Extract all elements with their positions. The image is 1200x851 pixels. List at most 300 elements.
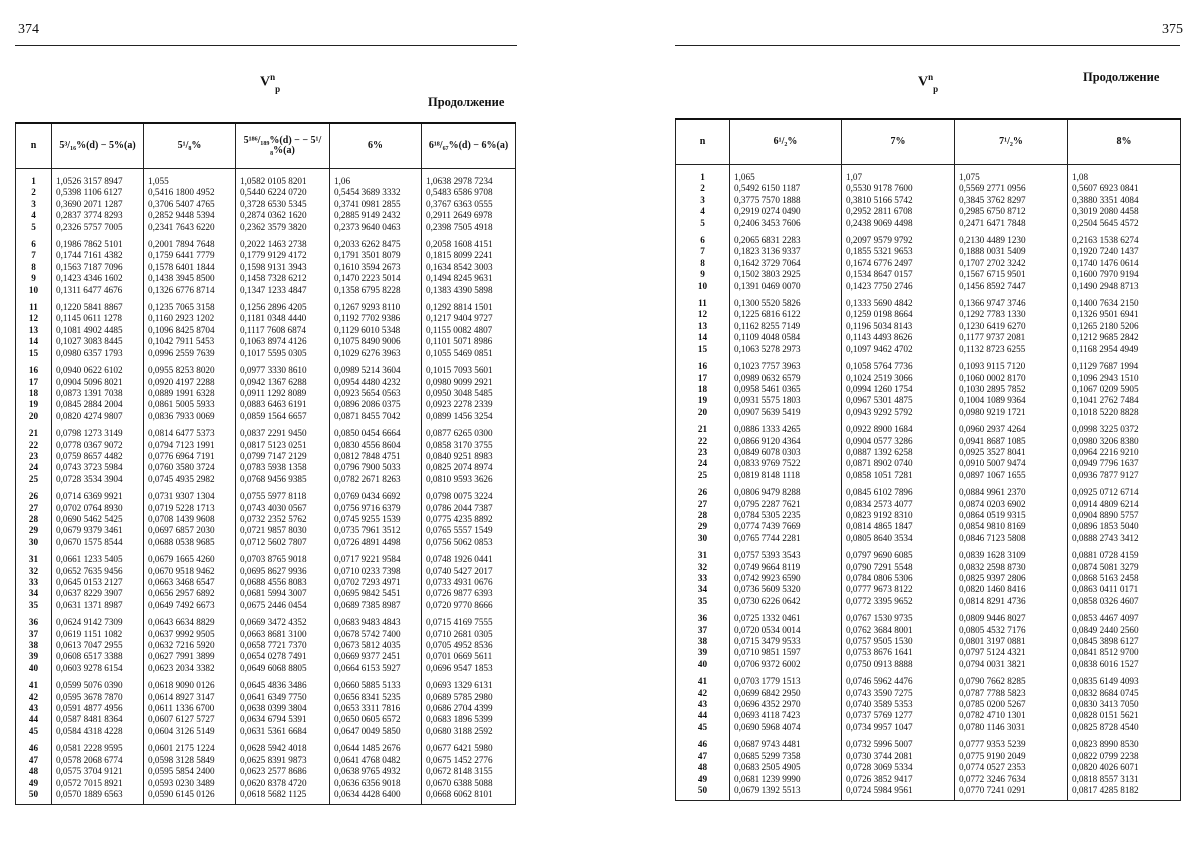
- period-cell: 39: [28, 651, 39, 662]
- value-cell: 0,2852 9448 5394: [144, 210, 236, 221]
- value-cell: 0,0688 4556 8083: [236, 577, 330, 588]
- value-cell: 0,1129 6010 5348: [330, 325, 422, 336]
- value-cell: 0,0910 5007 9474: [955, 458, 1068, 469]
- table-row: [676, 533, 1181, 544]
- value-cell: 0,0645 4836 3486: [236, 680, 330, 691]
- table-row: [676, 183, 1181, 194]
- period-cell: 25: [28, 473, 39, 484]
- value-cell: 0,2885 9149 2432: [330, 210, 422, 221]
- table-row: [676, 676, 1181, 687]
- table-row: [676, 573, 1181, 584]
- value-cell: 0,1192 7702 9386: [330, 313, 422, 324]
- value-cell: 0,0787 7788 5823: [955, 688, 1068, 699]
- table-row: [16, 525, 516, 536]
- value-cell: 0,0904 0577 3286: [842, 436, 955, 447]
- table-row: [16, 588, 516, 599]
- value-cell: 0,0820 4026 6071: [1068, 762, 1181, 773]
- period-cell: 14: [697, 332, 708, 343]
- value-cell: 0,0861 5005 5933: [144, 399, 236, 410]
- value-cell: 0,0777 9673 8122: [842, 584, 955, 595]
- value-cell: 0,0656 8341 5235: [330, 692, 422, 703]
- table-row: [676, 258, 1181, 269]
- value-cell: 1,065: [730, 172, 842, 183]
- value-cell: 0,0830 3413 7050: [1068, 699, 1181, 710]
- value-cell: 0,0637 8229 3907: [52, 588, 144, 599]
- value-cell: 0,0899 1456 3254: [422, 411, 516, 422]
- value-cell: 0,0925 3527 8041: [955, 447, 1068, 458]
- value-cell: 0,0833 9769 7522: [730, 458, 842, 469]
- value-cell: 0,2001 7894 7648: [144, 239, 236, 250]
- value-cell: 0,0980 6357 1793: [52, 348, 144, 359]
- page-number: 375: [1162, 22, 1183, 37]
- value-cell: 0,1311 6477 4676: [52, 285, 144, 296]
- value-cell: 0,1096 2943 1510: [1068, 373, 1181, 384]
- value-cell: 0,0819 8148 1118: [730, 470, 842, 481]
- period-cell: 32: [697, 561, 708, 572]
- value-cell: 0,0702 0764 8930: [52, 503, 144, 514]
- value-cell: 0,0680 3188 2592: [422, 726, 516, 737]
- value-cell: 0,0689 7385 8987: [330, 600, 422, 611]
- value-cell: 0,0584 4318 4228: [52, 726, 144, 737]
- value-cell: 0,0768 9456 9385: [236, 474, 330, 485]
- value-cell: 0,0920 4197 2288: [144, 377, 236, 388]
- period-cell: 47: [697, 750, 708, 761]
- value-cell: 0,3706 5407 4765: [144, 199, 236, 210]
- group-spacer: [676, 796, 1181, 801]
- table-row: [16, 640, 516, 651]
- value-cell: 0,0757 5393 3543: [730, 550, 842, 561]
- value-cell: 0,1212 9685 2842: [1068, 332, 1181, 343]
- period-cell: 31: [697, 550, 708, 561]
- value-cell: 0,1456 8592 7447: [955, 281, 1068, 292]
- value-cell: 0,0877 6265 0300: [422, 428, 516, 439]
- value-cell: 0,0693 1329 6131: [422, 680, 516, 691]
- value-cell: 0,2163 1538 6274: [1068, 235, 1181, 246]
- value-cell: 0,2058 1608 4151: [422, 239, 516, 250]
- value-cell: 0,0748 1926 0441: [422, 554, 516, 565]
- period-cell: 15: [697, 343, 708, 354]
- spacer-cell: [842, 165, 955, 173]
- period-cell: 37: [697, 624, 708, 635]
- table-row: [676, 407, 1181, 418]
- value-cell: 0,1598 9131 3943: [236, 262, 330, 273]
- value-cell: 0,0702 7293 4971: [330, 577, 422, 588]
- value-cell: 0,1674 6776 2497: [842, 258, 955, 269]
- value-cell: 0,0656 2957 6892: [144, 588, 236, 599]
- spacer-cell: [52, 169, 144, 177]
- value-cell: 0,1383 4390 5898: [422, 285, 516, 296]
- table-row: [16, 399, 516, 410]
- value-cell: 0,0756 5062 0853: [422, 537, 516, 548]
- period-cell: 21: [28, 428, 39, 439]
- table-row: [16, 187, 516, 198]
- value-cell: 0,1041 2762 7484: [1068, 395, 1181, 406]
- value-cell: 0,1502 3803 2925: [730, 269, 842, 280]
- value-cell: 0,2097 9579 9792: [842, 235, 955, 246]
- table-row: [676, 447, 1181, 458]
- value-cell: 0,0699 6842 2950: [730, 688, 842, 699]
- value-cell: 0,0686 2704 4399: [422, 703, 516, 714]
- table-row: [16, 210, 516, 221]
- value-cell: 0,0703 1779 1513: [730, 676, 842, 687]
- period-cell: 27: [28, 502, 39, 513]
- value-cell: 0,1326 6776 8714: [144, 285, 236, 296]
- value-cell: 0,0634 4428 6400: [330, 789, 422, 800]
- period-cell: 4: [31, 210, 36, 221]
- header-rule: [675, 45, 1180, 46]
- value-cell: 0,0681 5994 3007: [236, 588, 330, 599]
- period-cell: 21: [697, 424, 708, 435]
- value-cell: 0,2911 2649 6978: [422, 210, 516, 221]
- value-cell: 0,1578 6401 1844: [144, 262, 236, 273]
- value-cell: 0,0672 8148 3155: [422, 766, 516, 777]
- value-cell: 0,0663 3468 6547: [144, 577, 236, 588]
- value-cell: 0,1855 5321 9653: [842, 246, 955, 257]
- value-cell: 0,0669 3472 4352: [236, 617, 330, 628]
- period-cell: 40: [697, 658, 708, 669]
- value-cell: 0,1004 1089 9364: [955, 395, 1068, 406]
- value-cell: 0,0941 8687 1085: [955, 436, 1068, 447]
- value-cell: 0,0797 9690 6085: [842, 550, 955, 561]
- period-cell: 49: [697, 773, 708, 784]
- period-cell: 49: [28, 777, 39, 788]
- table-row: [676, 172, 1181, 183]
- value-cell: 0,2504 5645 4572: [1068, 218, 1181, 229]
- value-cell: 0,2438 9069 4498: [842, 218, 955, 229]
- value-cell: 0,0652 7635 9456: [52, 566, 144, 577]
- value-cell: 0,0845 6102 7896: [842, 487, 955, 498]
- value-cell: 0,1235 7065 3158: [144, 302, 236, 313]
- value-cell: 0,2033 6262 8475: [330, 239, 422, 250]
- table-row: [16, 755, 516, 766]
- value-cell: 0,0668 6062 8101: [422, 789, 516, 800]
- value-cell: 0,0774 0527 2353: [955, 762, 1068, 773]
- value-cell: 0,0628 5942 4018: [236, 743, 330, 754]
- table-row: [16, 789, 516, 800]
- table-row: [16, 462, 516, 473]
- value-cell: 0,0820 1460 8416: [955, 584, 1068, 595]
- spacer-cell: [955, 165, 1068, 173]
- table-row: [16, 348, 516, 359]
- value-cell: 0,0731 9307 1304: [144, 491, 236, 502]
- value-cell: 0,0735 7961 3512: [330, 525, 422, 536]
- value-cell: 0,0818 8557 3131: [1068, 774, 1181, 785]
- period-cell: 16: [28, 365, 39, 376]
- value-cell: 1,06: [330, 176, 422, 187]
- value-cell: 0,0675 2446 0454: [236, 600, 330, 611]
- value-cell: 0,0728 3069 5334: [842, 762, 955, 773]
- value-cell: 0,0653 3311 7816: [330, 703, 422, 714]
- value-cell: 0,0863 0411 0171: [1068, 584, 1181, 595]
- value-cell: 0,0776 6964 7191: [144, 451, 236, 462]
- value-cell: 1,07: [842, 172, 955, 183]
- value-cell: 0,0706 9372 6002: [730, 659, 842, 670]
- value-cell: 0,0822 0799 2238: [1068, 751, 1181, 762]
- value-cell: 0,0756 9716 6379: [330, 503, 422, 514]
- value-cell: 0,0712 5602 7807: [236, 537, 330, 548]
- value-cell: 0,0887 1392 6258: [842, 447, 955, 458]
- value-cell: 0,0798 1273 3149: [52, 428, 144, 439]
- value-cell: 0,0871 8902 0740: [842, 458, 955, 469]
- value-cell: 0,5492 6150 1187: [730, 183, 842, 194]
- value-cell: 0,0708 1439 9608: [144, 514, 236, 525]
- value-cell: 0,0591 4877 4956: [52, 703, 144, 714]
- table-row: [676, 613, 1181, 624]
- value-cell: 0,0743 4030 0567: [236, 503, 330, 514]
- value-cell: 0,1986 7862 5101: [52, 239, 144, 250]
- spacer-cell: [730, 796, 842, 801]
- period-cell: 46: [28, 743, 39, 754]
- value-cell: 0,0904 5096 8021: [52, 377, 144, 388]
- value-cell: 0,0604 3126 5149: [144, 726, 236, 737]
- value-cell: 0,0841 8512 9700: [1068, 647, 1181, 658]
- value-cell: 0,1097 9462 4702: [842, 344, 955, 355]
- value-cell: 0,0814 6477 5373: [144, 428, 236, 439]
- table-row: [16, 554, 516, 565]
- value-cell: 0,0780 1146 3031: [955, 722, 1068, 733]
- value-cell: 0,0679 1665 4260: [144, 554, 236, 565]
- value-cell: 0,0670 9518 9462: [144, 566, 236, 577]
- value-cell: 0,0733 4931 0676: [422, 577, 516, 588]
- value-cell: 0,2130 4489 1230: [955, 235, 1068, 246]
- table-row: [676, 458, 1181, 469]
- value-cell: 0,0749 9664 8119: [730, 562, 842, 573]
- value-cell: 0,1029 6276 3963: [330, 348, 422, 359]
- value-cell: 0,1791 3501 8079: [330, 250, 422, 261]
- table-row: [16, 285, 516, 296]
- value-cell: 0,5416 1800 4952: [144, 187, 236, 198]
- value-cell: 0,1063 5278 2973: [730, 344, 842, 355]
- value-cell: 0,2471 6471 7848: [955, 218, 1068, 229]
- group-spacer: [676, 165, 1181, 173]
- spacer-cell: [842, 796, 955, 801]
- value-cell: 0,1155 0082 4807: [422, 325, 516, 336]
- value-cell: 0,0740 3589 5353: [842, 699, 955, 710]
- value-cell: 0,1610 3594 2673: [330, 262, 422, 273]
- value-cell: 0,0603 9278 6154: [52, 663, 144, 674]
- value-cell: 0,0840 9251 8983: [422, 451, 516, 462]
- value-cell: 0,3741 0981 2855: [330, 199, 422, 210]
- period-cell: 42: [28, 691, 39, 702]
- value-cell: 0,0690 5968 4074: [730, 722, 842, 733]
- table-row: [16, 365, 516, 376]
- value-cell: 0,0782 4710 1301: [955, 710, 1068, 721]
- value-cell: 0,0638 9765 4932: [330, 766, 422, 777]
- value-cell: 0,1358 6795 8228: [330, 285, 422, 296]
- period-cell: 6: [700, 235, 705, 246]
- value-cell: 0,0834 2573 4077: [842, 499, 955, 510]
- value-cell: 0,1815 8099 2241: [422, 250, 516, 261]
- value-cell: 0,0681 1239 9990: [730, 774, 842, 785]
- table-row: [16, 250, 516, 261]
- period-cell: 24: [697, 458, 708, 469]
- table-row: [16, 743, 516, 754]
- value-cell: 0,0679 9379 3461: [52, 525, 144, 536]
- spacer-cell: [144, 800, 236, 805]
- period-cell: 8: [31, 261, 36, 272]
- value-cell: 0,0888 2743 3412: [1068, 533, 1181, 544]
- value-cell: 0,0724 5984 9561: [842, 785, 955, 796]
- value-cell: 1,08: [1068, 172, 1181, 183]
- value-cell: 0,0977 3330 8610: [236, 365, 330, 376]
- value-cell: 0,0715 3479 9533: [730, 636, 842, 647]
- table-row: [16, 451, 516, 462]
- period-cell: 1: [31, 176, 36, 186]
- period-cell: 19: [28, 399, 39, 410]
- value-cell: 0,0623 2034 3382: [144, 663, 236, 674]
- value-cell: 0,1292 7783 1330: [955, 309, 1068, 320]
- value-cell: 0,0782 2671 8263: [330, 474, 422, 485]
- continuation-label: Продолжение: [1083, 70, 1160, 84]
- table-row: [676, 688, 1181, 699]
- period-cell: 23: [697, 446, 708, 457]
- period-cell: 26: [28, 491, 39, 502]
- period-cell: 23: [28, 450, 39, 461]
- table-row: [676, 785, 1181, 796]
- value-cell: 0,0790 7291 5548: [842, 562, 955, 573]
- value-cell: 0,0669 9377 2451: [330, 651, 422, 662]
- value-cell: 0,1759 6441 7779: [144, 250, 236, 261]
- value-cell: 0,0765 7744 2281: [730, 533, 842, 544]
- column-header-rate: 5¹⁸⁶/₁₈₉%(d) − − 5¹/₈%(a): [236, 123, 330, 169]
- table-header-row: [16, 123, 516, 169]
- value-cell: 0,0858 3170 3755: [422, 440, 516, 451]
- period-cell: 48: [28, 766, 39, 777]
- table-row: [676, 195, 1181, 206]
- table-row: [16, 428, 516, 439]
- spacer-cell: [330, 800, 422, 805]
- table-row: [676, 206, 1181, 217]
- value-cell: 0,1096 8425 8704: [144, 325, 236, 336]
- period-cell: 17: [697, 372, 708, 383]
- value-cell: 0,0578 2068 6774: [52, 755, 144, 766]
- table-row: [16, 474, 516, 485]
- value-cell: 0,0794 0031 3821: [955, 659, 1068, 670]
- value-cell: 0,0714 6369 9921: [52, 491, 144, 502]
- table-row: [16, 714, 516, 725]
- period-cell: 22: [28, 439, 39, 450]
- value-cell: 0,0765 5557 1549: [422, 525, 516, 536]
- value-cell: 0,0683 9483 4843: [330, 617, 422, 628]
- value-cell: 0,1129 7687 1994: [1068, 361, 1181, 372]
- value-cell: 0,0660 5885 5133: [330, 680, 422, 691]
- table-row: [16, 703, 516, 714]
- table-row: [676, 659, 1181, 670]
- period-cell: 45: [28, 725, 39, 736]
- column-header-rate: 7¹/₂%: [955, 119, 1068, 165]
- value-cell: 0,0623 2577 8686: [236, 766, 330, 777]
- spacer-cell: [52, 800, 144, 805]
- value-cell: 0,1267 9293 8110: [330, 302, 422, 313]
- value-cell: 0,1145 0611 1278: [52, 313, 144, 324]
- value-cell: 0,0719 5228 1713: [144, 503, 236, 514]
- value-cell: 0,3880 3351 4084: [1068, 195, 1181, 206]
- value-cell: 0,0728 3534 3904: [52, 474, 144, 485]
- value-cell: 0,0721 9857 8030: [236, 525, 330, 536]
- column-header-rate: 5³/₁₆%(d) − 5%(a): [52, 123, 144, 169]
- table-row: [16, 377, 516, 388]
- period-cell: 12: [697, 309, 708, 320]
- value-cell: 0,0772 3395 9652: [842, 596, 955, 607]
- period-cell: 3: [31, 198, 36, 209]
- continuation-label: Продолжение: [428, 95, 505, 109]
- value-cell: 1,0526 3157 8947: [52, 176, 144, 187]
- period-cell: 19: [697, 395, 708, 406]
- table-row: [676, 722, 1181, 733]
- period-cell: 7: [31, 250, 36, 261]
- value-cell: 0,0649 6068 8805: [236, 663, 330, 674]
- period-cell: 44: [28, 714, 39, 725]
- value-cell: 0,0614 8927 3147: [144, 692, 236, 703]
- table-row: [16, 273, 516, 284]
- period-cell: 28: [697, 509, 708, 520]
- table-row: [676, 499, 1181, 510]
- value-cell: 0,0726 9877 6393: [422, 588, 516, 599]
- value-cell: 0,1490 2948 8713: [1068, 281, 1181, 292]
- value-cell: 0,0778 0367 9072: [52, 440, 144, 451]
- table-row: [16, 313, 516, 324]
- value-cell: 0,0770 7241 0291: [955, 785, 1068, 796]
- table-row: [16, 199, 516, 210]
- period-cell: 30: [28, 536, 39, 547]
- value-cell: 0,5569 2771 0956: [955, 183, 1068, 194]
- value-cell: 0,0654 0278 7491: [236, 651, 330, 662]
- value-cell: 0,5530 9178 7600: [842, 183, 955, 194]
- value-cell: 0,0726 3852 9417: [842, 774, 955, 785]
- value-cell: 0,0613 7047 2955: [52, 640, 144, 651]
- value-cell: 0,3767 6363 0555: [422, 199, 516, 210]
- table-row: [16, 692, 516, 703]
- table-row: [676, 321, 1181, 332]
- period-cell: 11: [29, 302, 38, 313]
- value-cell: 0,0805 8640 3534: [842, 533, 955, 544]
- table-row: [676, 332, 1181, 343]
- value-cell: 0,0814 8291 4736: [955, 596, 1068, 607]
- table-row: [16, 336, 516, 347]
- column-header-n: n: [676, 119, 730, 165]
- period-cell: 28: [28, 513, 39, 524]
- table-row: [16, 617, 516, 628]
- value-cell: 0,1143 4493 8626: [842, 332, 955, 343]
- table-row: [676, 384, 1181, 395]
- value-cell: 0,0810 9593 3626: [422, 474, 516, 485]
- period-cell: 31: [28, 554, 39, 565]
- table-row: [16, 239, 516, 250]
- table-row: [16, 302, 516, 313]
- value-cell: 0,0835 6149 4093: [1068, 676, 1181, 687]
- value-cell: 0,0798 0075 3224: [422, 491, 516, 502]
- value-cell: 0,0710 9851 1597: [730, 647, 842, 658]
- value-cell: 0,1391 0469 0070: [730, 281, 842, 292]
- spacer-cell: [955, 796, 1068, 801]
- value-cell: 0,1101 5071 8986: [422, 336, 516, 347]
- value-cell: 0,0830 4556 8604: [330, 440, 422, 451]
- period-cell: 44: [697, 710, 708, 721]
- column-header-rate: 6¹/₂%: [730, 119, 842, 165]
- value-cell: 0,5483 6586 9708: [422, 187, 516, 198]
- value-cell: 0,0980 9219 1721: [955, 407, 1068, 418]
- value-cell: 0,3728 6530 5345: [236, 199, 330, 210]
- value-cell: 0,0717 9221 9584: [330, 554, 422, 565]
- spacer-cell: [1068, 796, 1181, 801]
- value-cell: 0,2326 5757 7005: [52, 222, 144, 233]
- value-cell: 0,0690 5462 5425: [52, 514, 144, 525]
- value-cell: 0,1366 9747 3746: [955, 298, 1068, 309]
- value-cell: 0,2837 3774 8293: [52, 210, 144, 221]
- value-cell: 0,1256 2896 4205: [236, 302, 330, 313]
- value-cell: 0,0740 5427 2017: [422, 566, 516, 577]
- table-row: [676, 774, 1181, 785]
